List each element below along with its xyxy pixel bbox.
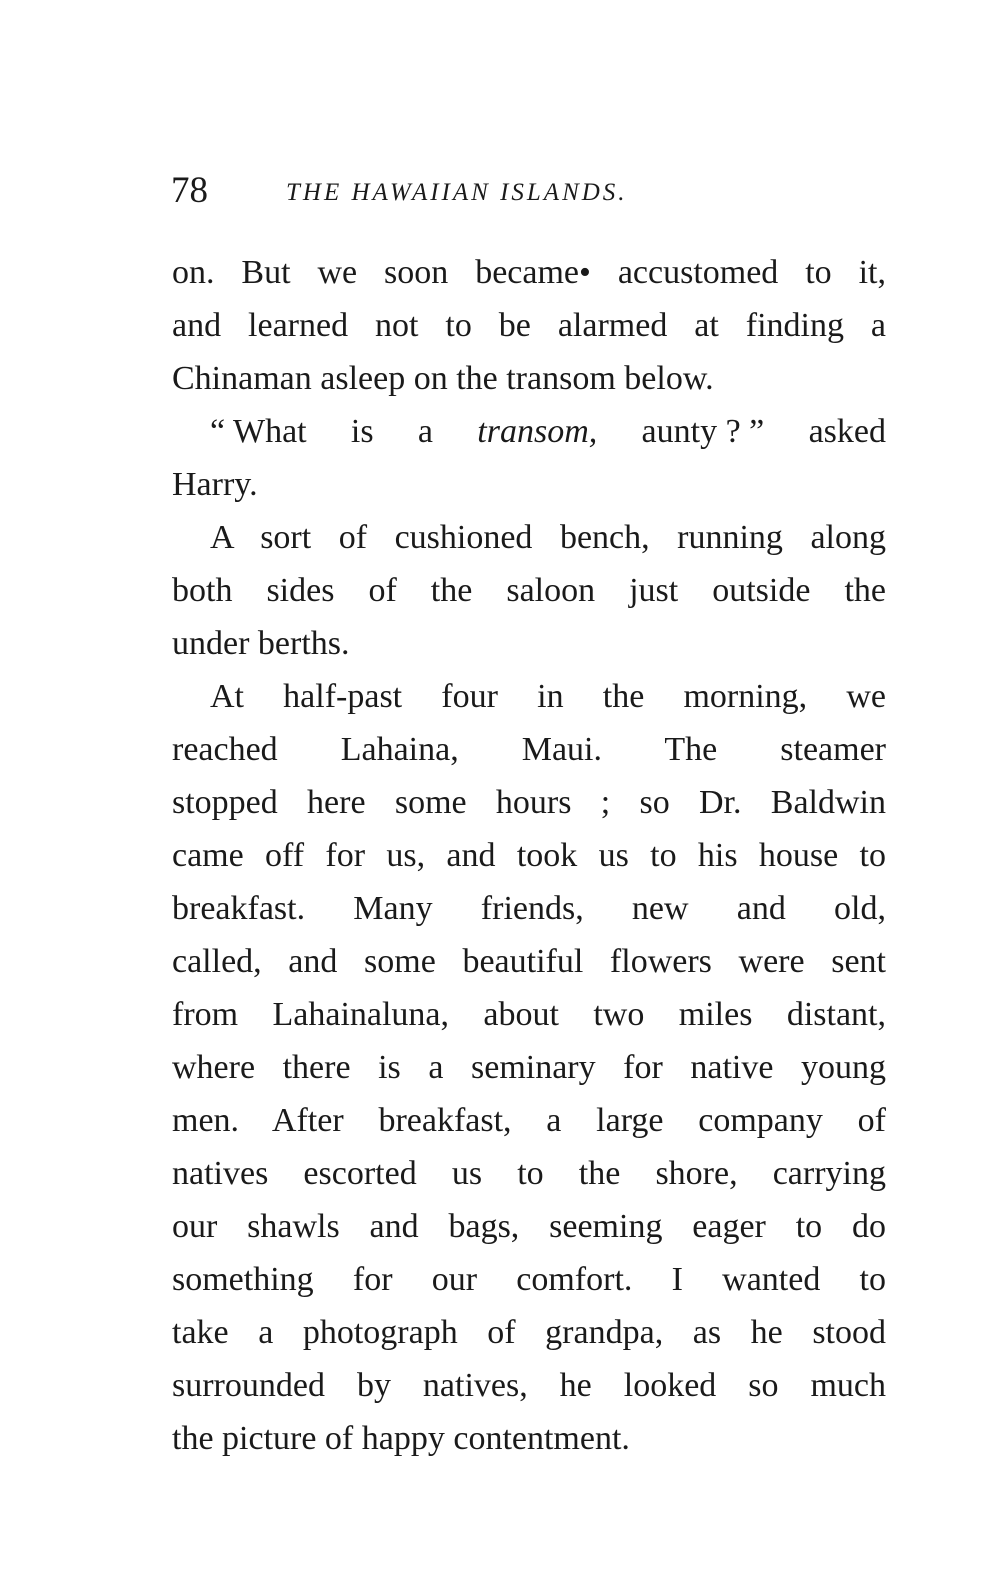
- text-line: where there is a seminary for native young: [172, 1049, 886, 1086]
- text-line: under berths.: [172, 625, 350, 662]
- dialogue-word: a: [417, 413, 433, 450]
- text-line: surrounded by natives, he looked so much: [172, 1367, 886, 1404]
- text-line: and learned not to be alarmed at finding a: [172, 307, 886, 344]
- text-line: the picture of happy contentment.: [172, 1420, 630, 1457]
- paragraph-start-line: At half-past four in the morning, we: [210, 678, 886, 715]
- text-line: stopped here some hours ; so Dr. Baldwin: [172, 784, 886, 821]
- text-line: Harry.: [172, 466, 258, 503]
- text-line: on. But we soon became• accustomed to it,: [172, 254, 886, 291]
- paragraph-start-line: A sort of cushioned bench, running along: [210, 519, 886, 556]
- text-line: our shawls and bags, seeming eager to do: [172, 1208, 886, 1245]
- text-line: something for our comfort. I wanted to: [172, 1261, 886, 1298]
- dialogue-italic-word: transom,: [477, 413, 598, 450]
- text-line: take a photograph of grandpa, as he stood: [172, 1314, 886, 1351]
- page-header: [171, 166, 891, 216]
- text-line: from Lahainaluna, about two miles distant,: [172, 996, 886, 1033]
- text-line: men. After breakfast, a large company of: [172, 1102, 886, 1139]
- text-line: came off for us, and took us to his house to: [172, 837, 886, 874]
- text-line: reached Lahaina, Maui. The steamer: [172, 731, 886, 768]
- dialogue-word: “ What: [210, 413, 307, 450]
- dialogue-line: [172, 405, 886, 458]
- text-line: Chinaman asleep on the transom below.: [172, 360, 714, 397]
- dialogue-word: asked: [808, 413, 886, 450]
- body-text: [172, 246, 886, 1465]
- dialogue-word: is: [350, 413, 374, 450]
- text-line: breakfast. Many friends, new and old,: [172, 890, 886, 927]
- text-line: called, and some beautiful flowers were sent: [172, 943, 886, 980]
- dialogue-word: aunty ? ”: [641, 413, 765, 450]
- page-number: 78: [171, 170, 208, 211]
- running-head: THE HAWAIIAN ISLANDS.: [286, 179, 628, 206]
- text-line: natives escorted us to the shore, carrying: [172, 1155, 886, 1192]
- text-line: both sides of the saloon just outside the: [172, 572, 886, 609]
